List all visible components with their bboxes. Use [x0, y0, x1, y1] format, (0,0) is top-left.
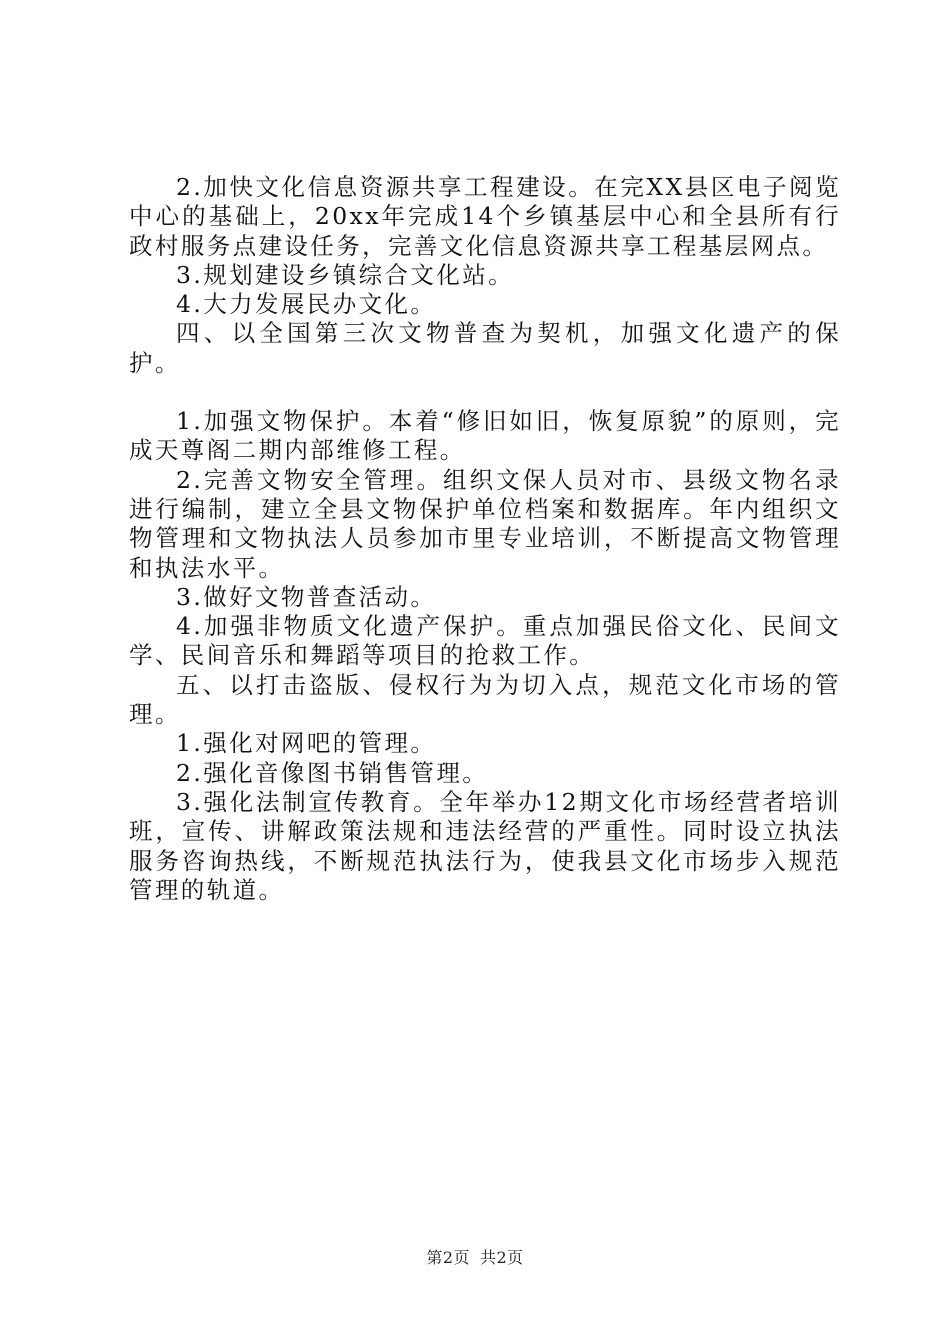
paragraph: 3.做好文物普查活动。	[176, 582, 437, 611]
paragraph: 4.大力发展民办文化。	[176, 290, 437, 319]
paragraph: 2.完善文物安全管理。组织文保人员对市、县级文物名录进行编制，建立全县文物保护单位档案和数据库。年内组织文物管理和文物执法人员参加市里专业培训，不断提高文物管理和执法水平。	[129, 465, 841, 582]
paragraph: 1.加强文物保护。本着“修旧如旧，恢复原貌”的原则，完成天尊阁二期内部维修工程。	[129, 407, 841, 465]
page-total: 共2页	[480, 1248, 524, 1267]
page-footer	[0, 1245, 950, 1268]
section-heading: 四、以全国第三次文物普查为契机，加强文化遗产的保护。	[129, 319, 841, 377]
section-heading: 五、以打击盗版、侵权行为为切入点，规范文化市场的管理。	[129, 670, 841, 729]
paragraph: 2.加快文化信息资源共享工程建设。在完XX县区电子阅览中心的基础上，20xx年完成14个乡镇基层中心和全县所有行政村服务点建设任务，完善文化信息资源共享工程基层网点。	[129, 173, 841, 260]
paragraph: 3.规划建设乡镇综合文化站。	[176, 260, 515, 289]
paragraph: 3.强化法制宣传教育。全年举办12期文化市场经营者培训班，宣传、讲解政策法规和违法经营的严重性。同时设立执法服务咨询热线，不断规范执法行为，使我县文化市场步入规范管理的轨道。	[129, 787, 841, 904]
page-number: 第2页	[426, 1248, 470, 1267]
paragraph: 4.加强非物质文化遗产保护。重点加强民俗文化、民间文学、民间音乐和舞蹈等项目的抢救工作。	[129, 612, 841, 670]
paragraph: 2.强化音像图书销售管理。	[176, 758, 489, 787]
document-body	[129, 173, 841, 905]
paragraph: 1.强化对网吧的管理。	[176, 729, 437, 758]
